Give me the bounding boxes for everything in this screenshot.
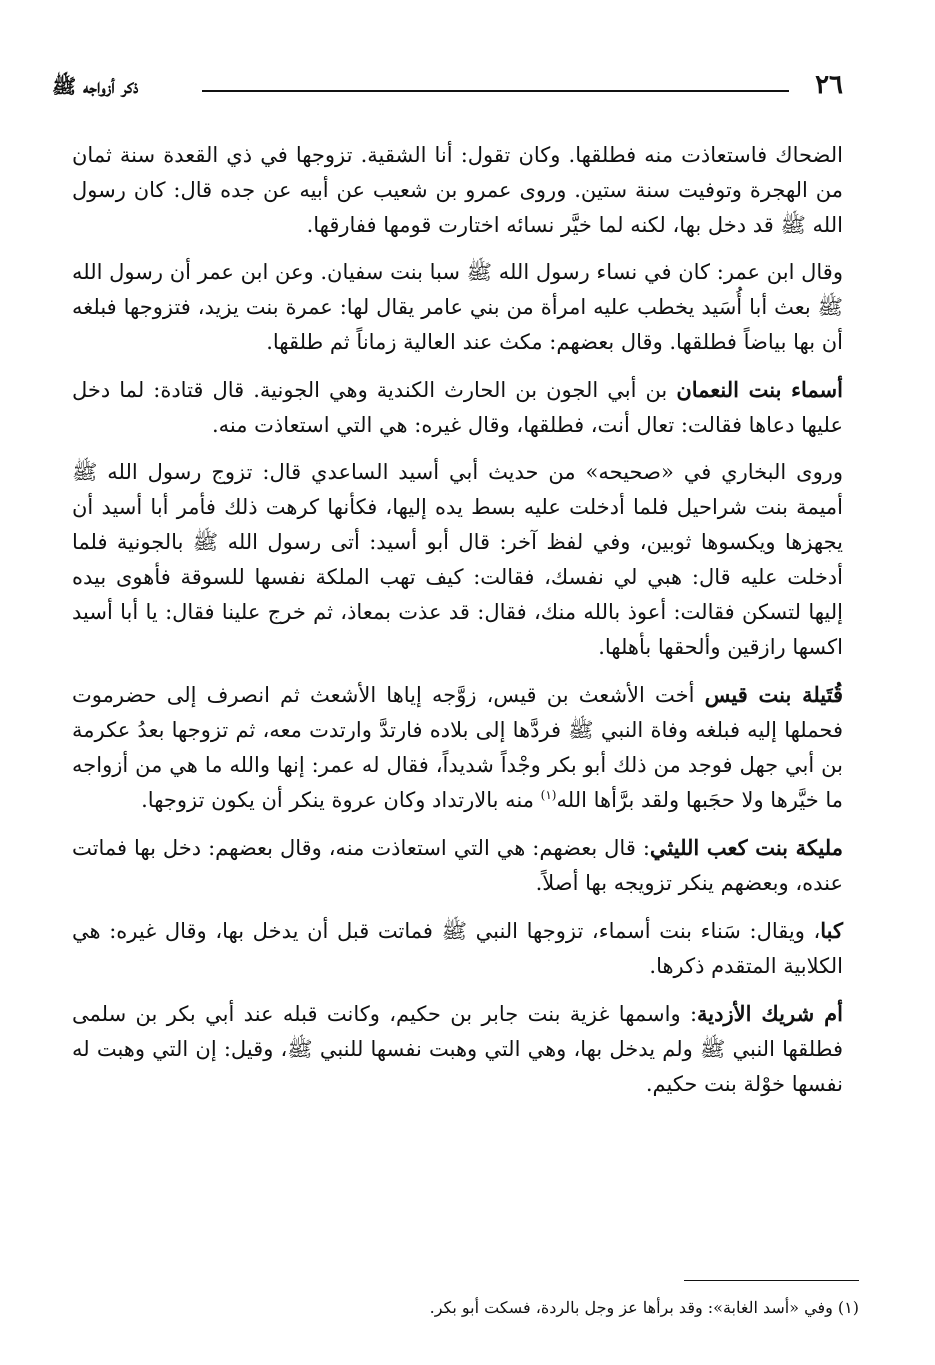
paragraph: [72, 830, 843, 901]
paragraph: [72, 372, 843, 443]
paragraph: [72, 138, 843, 243]
page-number: ٢٦: [815, 70, 843, 100]
paragraph-text: وروى البخاري في «صحيحه» من حديث أبي أسيد الساعدي قال: تزوج رسول الله ﷺ أميمة بنت شراحيل فلما أدخلت عليه بسط يده إليها، فكأنها كرهت ذلك فأمر أبا أسيد أن يجهزها ويكسوها ثوبين، وفي لفظ آخر: قال أبو أسيد: أتى رسول الله ﷺ بالجونية فلما أدخلت عليه قال: هبي لي نفسك، فقالت: كيف تهب الملكة نفسها للسوقة فأهوى بيده إليها لتسكن فقالت: أعوذ بالله منك، فقال: قد عذت بمعاذ، ثم خرج علينا فقال: يا أبا أسيد اكسها رازقين وألحقها بأهلها.: [72, 460, 843, 659]
paragraph: [72, 255, 843, 360]
paragraph-text: ، ويقال: سَناء بنت أسماء، تزوجها النبي ﷺ فماتت قبل أن يدخل بها، وقال غيره: هي الكلابية المتقدم ذكرها.: [72, 919, 843, 978]
paragraph-text: وقال ابن عمر: كان في نساء رسول الله ﷺ سبا بنت سفيان. وعن ابن عمر أن رسول الله ﷺ بعث أبا أُسَيد يخطب عليه امرأة من بني عامر يقال لها: عمرة بنت يزيد، فتزوجها فبلغه أن بها بياضاً فطلقها. وقال بعضهم: مكث عند العالية زماناً ثم طلقها.: [72, 260, 843, 354]
paragraph: [72, 677, 843, 818]
footnote: (١) وفي «أسد الغابة»: وقد برأها عز وجل بالردة، فسكت أبو بكر.: [429, 1298, 859, 1317]
paragraph-text: بن أبي الجون بن الحارث الكندية وهي الجونية. قال قتادة: لما دخل عليها دعاها فقالت: تعال أنت، فطلقها، وقال غيره: هي التي استعاذت منه.: [72, 378, 843, 437]
paragraph-text: : قال بعضهم: هي التي استعاذت منه، وقال بعضهم: دخل بها فماتت عنده، وبعضهم ينكر تزويجه بها أصلاً.: [72, 836, 843, 895]
entry-name: قُتَيلة بنت قيس: [704, 682, 844, 707]
entry-name: مليكة بنت كعب الليثي: [649, 835, 844, 860]
paragraph-text: الضحاك فاستعاذت منه فطلقها. وكان تقول: أنا الشقية. تزوجها في ذي القعدة سنة ثمان من الهجرة وتوفيت سنة ستين. وروى عمرو بن شعيب عن أبيه عن جده قال: كان رسول الله ﷺ قد دخل بها، لكنه لما خيَّر نسائه اختارت قومها ففارقها.: [72, 143, 843, 237]
paragraph: [72, 996, 843, 1102]
entry-name: كبا: [820, 918, 843, 943]
entry-name: أسماء بنت النعمان: [676, 377, 843, 402]
page-body: [72, 138, 843, 1114]
footnote-rule: [684, 1280, 859, 1281]
paragraph-text: أخت الأشعث بن قيس، زوَّجه إياها الأشعث ثم انصرف إلى حضرموت فحملها إليه فبلغه وفاة النبي ﷺ فردَّها إلى بلاده فارتدَّ وارتدت معه، ثم تزوجها بعدُ عكرمة بن أبي جهل فوجد من ذلك أبو بكر وجْداً شديداً، فقال له عمر: إنها والله ما هي من أزواجه ما خيَّرها ولا حجَبها ولقد برَّأها الله: [72, 683, 843, 812]
page-header: [52, 68, 843, 108]
entry-name: أم شريك الأزدية: [697, 1001, 843, 1026]
running-title: ذكر أزواجه ﷺ: [52, 74, 139, 98]
header-rule: [202, 90, 789, 92]
paragraph: [72, 913, 843, 984]
footnote-ref[interactable]: (١): [540, 788, 557, 802]
paragraph-text: : واسمها غزية بنت جابر بن حكيم، وكانت قبله عند أبي بكر بن سلمى فطلقها النبي ﷺ ولم يدخل بها، وهي التي وهبت نفسها للنبي ﷺ، وقيل: إن التي وهبت له نفسها خوْلة بنت حكيم.: [72, 1002, 843, 1096]
paragraph: [72, 455, 843, 665]
paragraph-text: منه بالارتداد وكان عروة ينكر أن يكون تزوجها.: [141, 788, 541, 812]
